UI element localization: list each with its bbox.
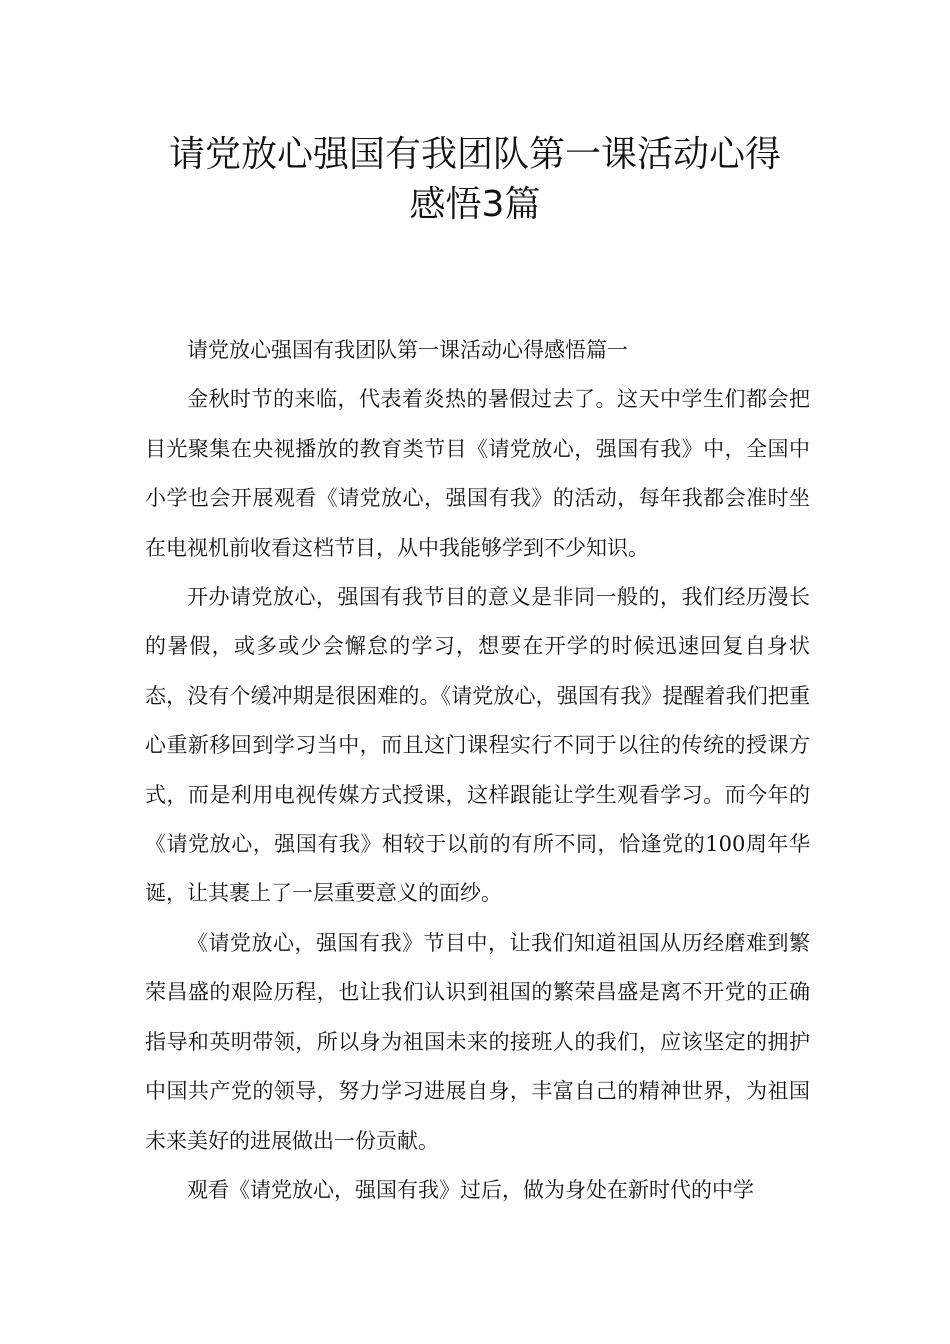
document-title-line-2: 感悟3篇 [409,184,541,225]
document-title-line-1: 请党放心强国有我团队第一课活动心得 [168,134,781,175]
document-body [145,326,810,1215]
paragraph-2: 开办请党放心，强国有我节目的意义是非同一般的，我们经历漫长的暑假，或多或少会懈怠的学习，想要在开学的时候迅速回复自身状态，没有个缓冲期是很困难的。《请党放心，强国有我》提醒着我们把重心重新移回到学习当中，而且这门课程实行不同于以往的传统的授课方式，而是利用电视传媒方式授课，这样跟能让学生观看学习。而今年的《请党放心，强国有我》相较于以前的有所不同，恰逢党的100周年华诞，让其裹上了一层重要意义的面纱。 [145,585,810,906]
paragraph-4: 观看《请党放心，强国有我》过后，做为身处在新时代的中学 [187,1177,754,1202]
paragraph-1: 金秋时节的来临，代表着炎热的暑假过去了。这天中学生们都会把目光聚集在央视播放的教育类节目《请党放心，强国有我》中，全国中小学也会开展观看《请党放心，强国有我》的活动，每年我都会准时坐在电视机前收看这档节目，从中我能够学到不少知识。 [145,387,810,560]
section-heading: 请党放心强国有我团队第一课活动心得感悟篇一 [187,338,628,362]
paragraph-3: 《请党放心，强国有我》节目中，让我们知道祖国从历经磨难到繁荣昌盛的艰险历程，也让我们认识到祖国的繁荣昌盛是离不开党的正确指导和英明带领，所以身为祖国未来的接班人的我们，应该坚定的拥护中国共产党的领导，努力学习进展自身，丰富自己的精神世界，为祖国未来美好的进展做出一份贡献。 [145,930,810,1153]
